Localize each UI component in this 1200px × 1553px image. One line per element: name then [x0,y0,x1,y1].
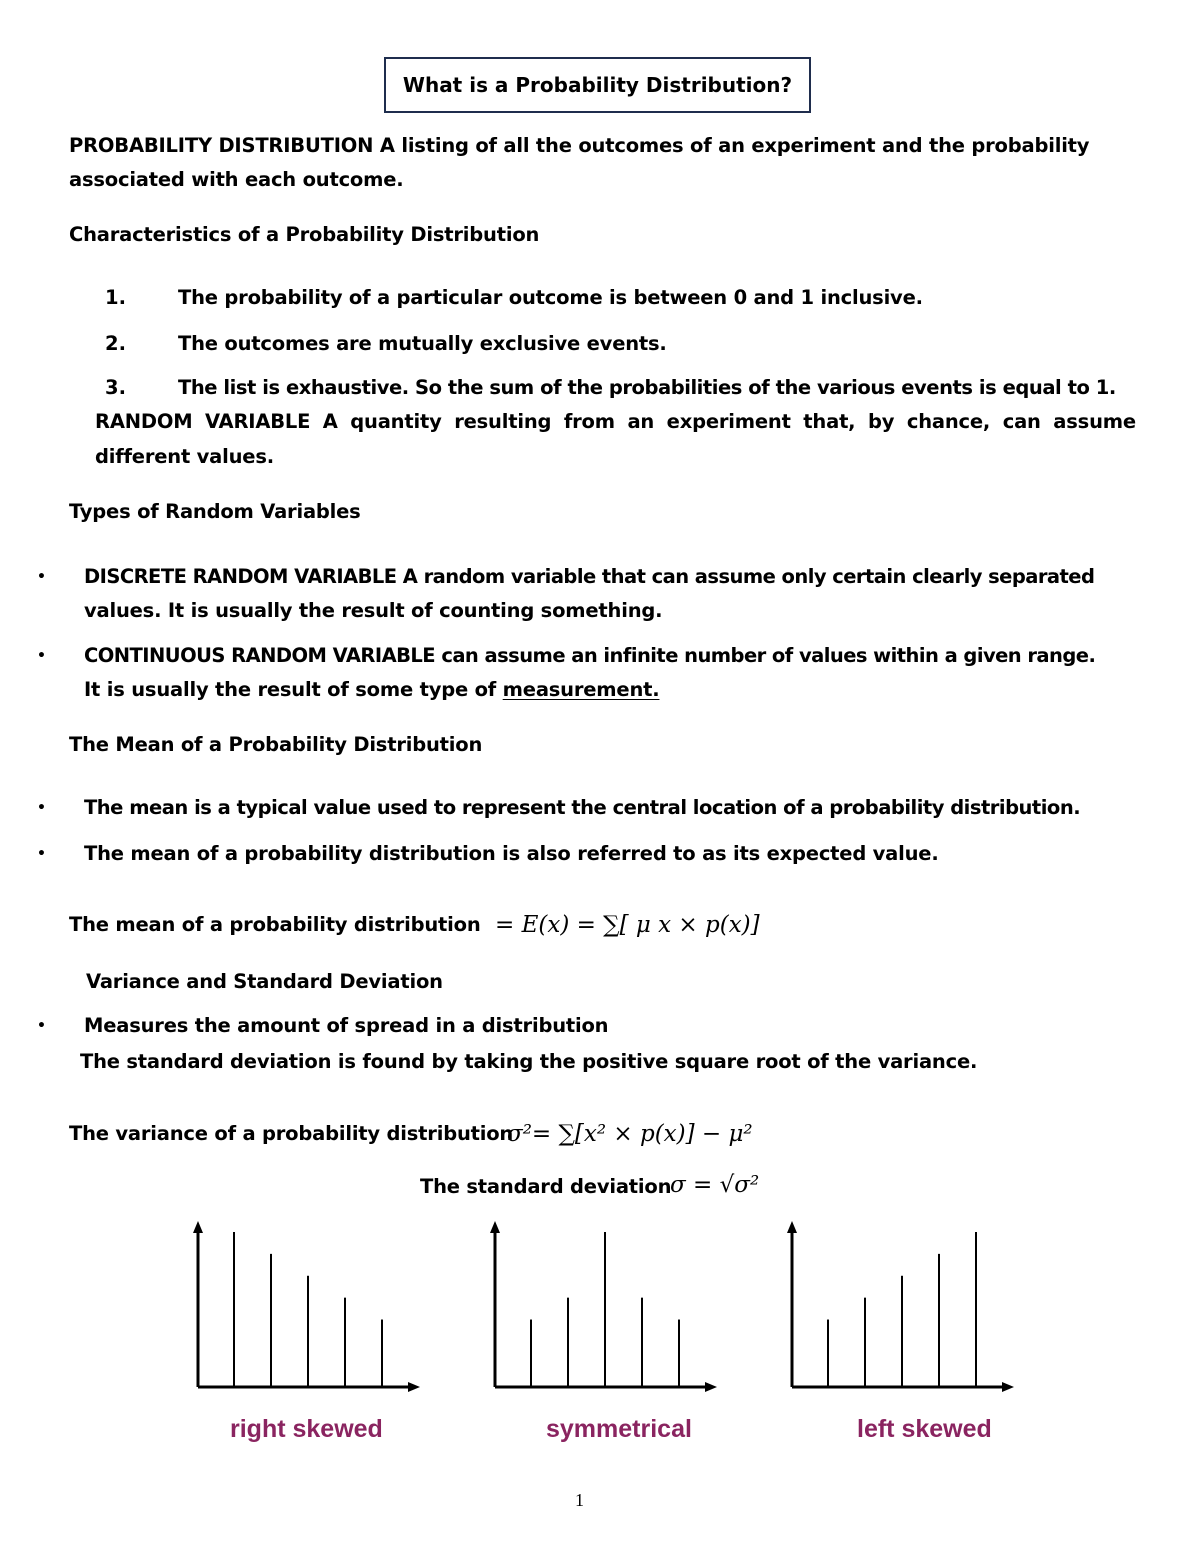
bullet-dot: • [37,569,46,585]
item-1-num: 1. [105,286,126,309]
y-axis-arrow [787,1221,797,1233]
item-2-num: 2. [105,332,126,355]
mean-bullet-1: The mean is a typical value used to represent the central location of a probability distribution. [84,796,1081,819]
continuous-line2-prefix: It is usually the result of some type of [84,678,503,701]
measurement-link: measurement. [502,678,660,701]
item-2-text: The outcomes are mutually exclusive events. [178,332,667,355]
chart-label-symmetrical: symmetrical [546,1415,692,1443]
types-heading: Types of Random Variables [69,500,361,523]
bullet-dot: • [37,846,46,862]
skewness-charts [0,1205,1200,1405]
bullet-dot: • [37,648,46,664]
x-axis-arrow [408,1382,420,1392]
item-1-text: The probability of a particular outcome is between 0 and 1 inclusive. [178,286,923,309]
bullet-dot: • [37,1018,46,1034]
bullet-dot: • [37,800,46,816]
continuous-line2 [84,673,659,707]
chart-label-right-skewed: right skewed [230,1415,383,1443]
pd-term: PROBABILITY DISTRIBUTION [69,134,374,157]
variance-heading: Variance and Standard Deviation [86,970,443,993]
item-3-num: 3. [105,376,126,399]
x-axis-arrow [1002,1382,1014,1392]
mean-formula-label: The mean of a probability distribution [69,913,481,936]
sd-label: The standard deviation [420,1175,672,1198]
page-number: 1 [575,1490,584,1510]
pd-text-1: A listing of all the outcomes of an experiment and the probability [373,134,1090,157]
mean-heading: The Mean of a Probability Distribution [69,733,483,756]
x-axis-arrow [705,1382,717,1392]
mean-formula: = E(x) = ∑[ μ x × p(x)] [495,912,760,938]
y-axis-arrow [193,1221,203,1233]
item-3-text: The list is exhaustive. So the sum of the probabilities of the various events is equal to 1. [178,376,1116,399]
discrete-line2: values. It is usually the result of counting something. [84,599,663,622]
chart-label-left-skewed: left skewed [857,1415,992,1443]
variance-formula: σ²= ∑[x² × p(x)] − μ² [507,1121,753,1147]
pd-definition-line2: associated with each outcome. [69,168,404,191]
pd-definition-line1 [69,129,1107,163]
discrete-line1: DISCRETE RANDOM VARIABLE A random variable that can assume only certain clearly separated [84,565,1095,588]
random-variable-line1: RANDOM VARIABLE A quantity resulting from an experiment that, by chance, can assume [95,410,1136,433]
continuous-line1: CONTINUOUS RANDOM VARIABLE can assume an infinite number of values within a given range. [84,644,1096,667]
y-axis-arrow [490,1221,500,1233]
title-box [384,57,811,113]
characteristics-heading: Characteristics of a Probability Distribution [69,223,540,246]
random-variable-line2: different values. [95,445,274,468]
mean-bullet-2: The mean of a probability distribution is also referred to as its expected value. [84,842,939,865]
variance-formula-label: The variance of a probability distribution [69,1122,514,1145]
variance-bullet-1: Measures the amount of spread in a distribution [84,1014,609,1037]
standard-deviation-line: The standard deviation is found by taking the positive square root of the variance. [80,1050,978,1073]
sd-formula: σ = √σ² [670,1172,760,1198]
page-title: What is a Probability Distribution? [402,73,793,97]
